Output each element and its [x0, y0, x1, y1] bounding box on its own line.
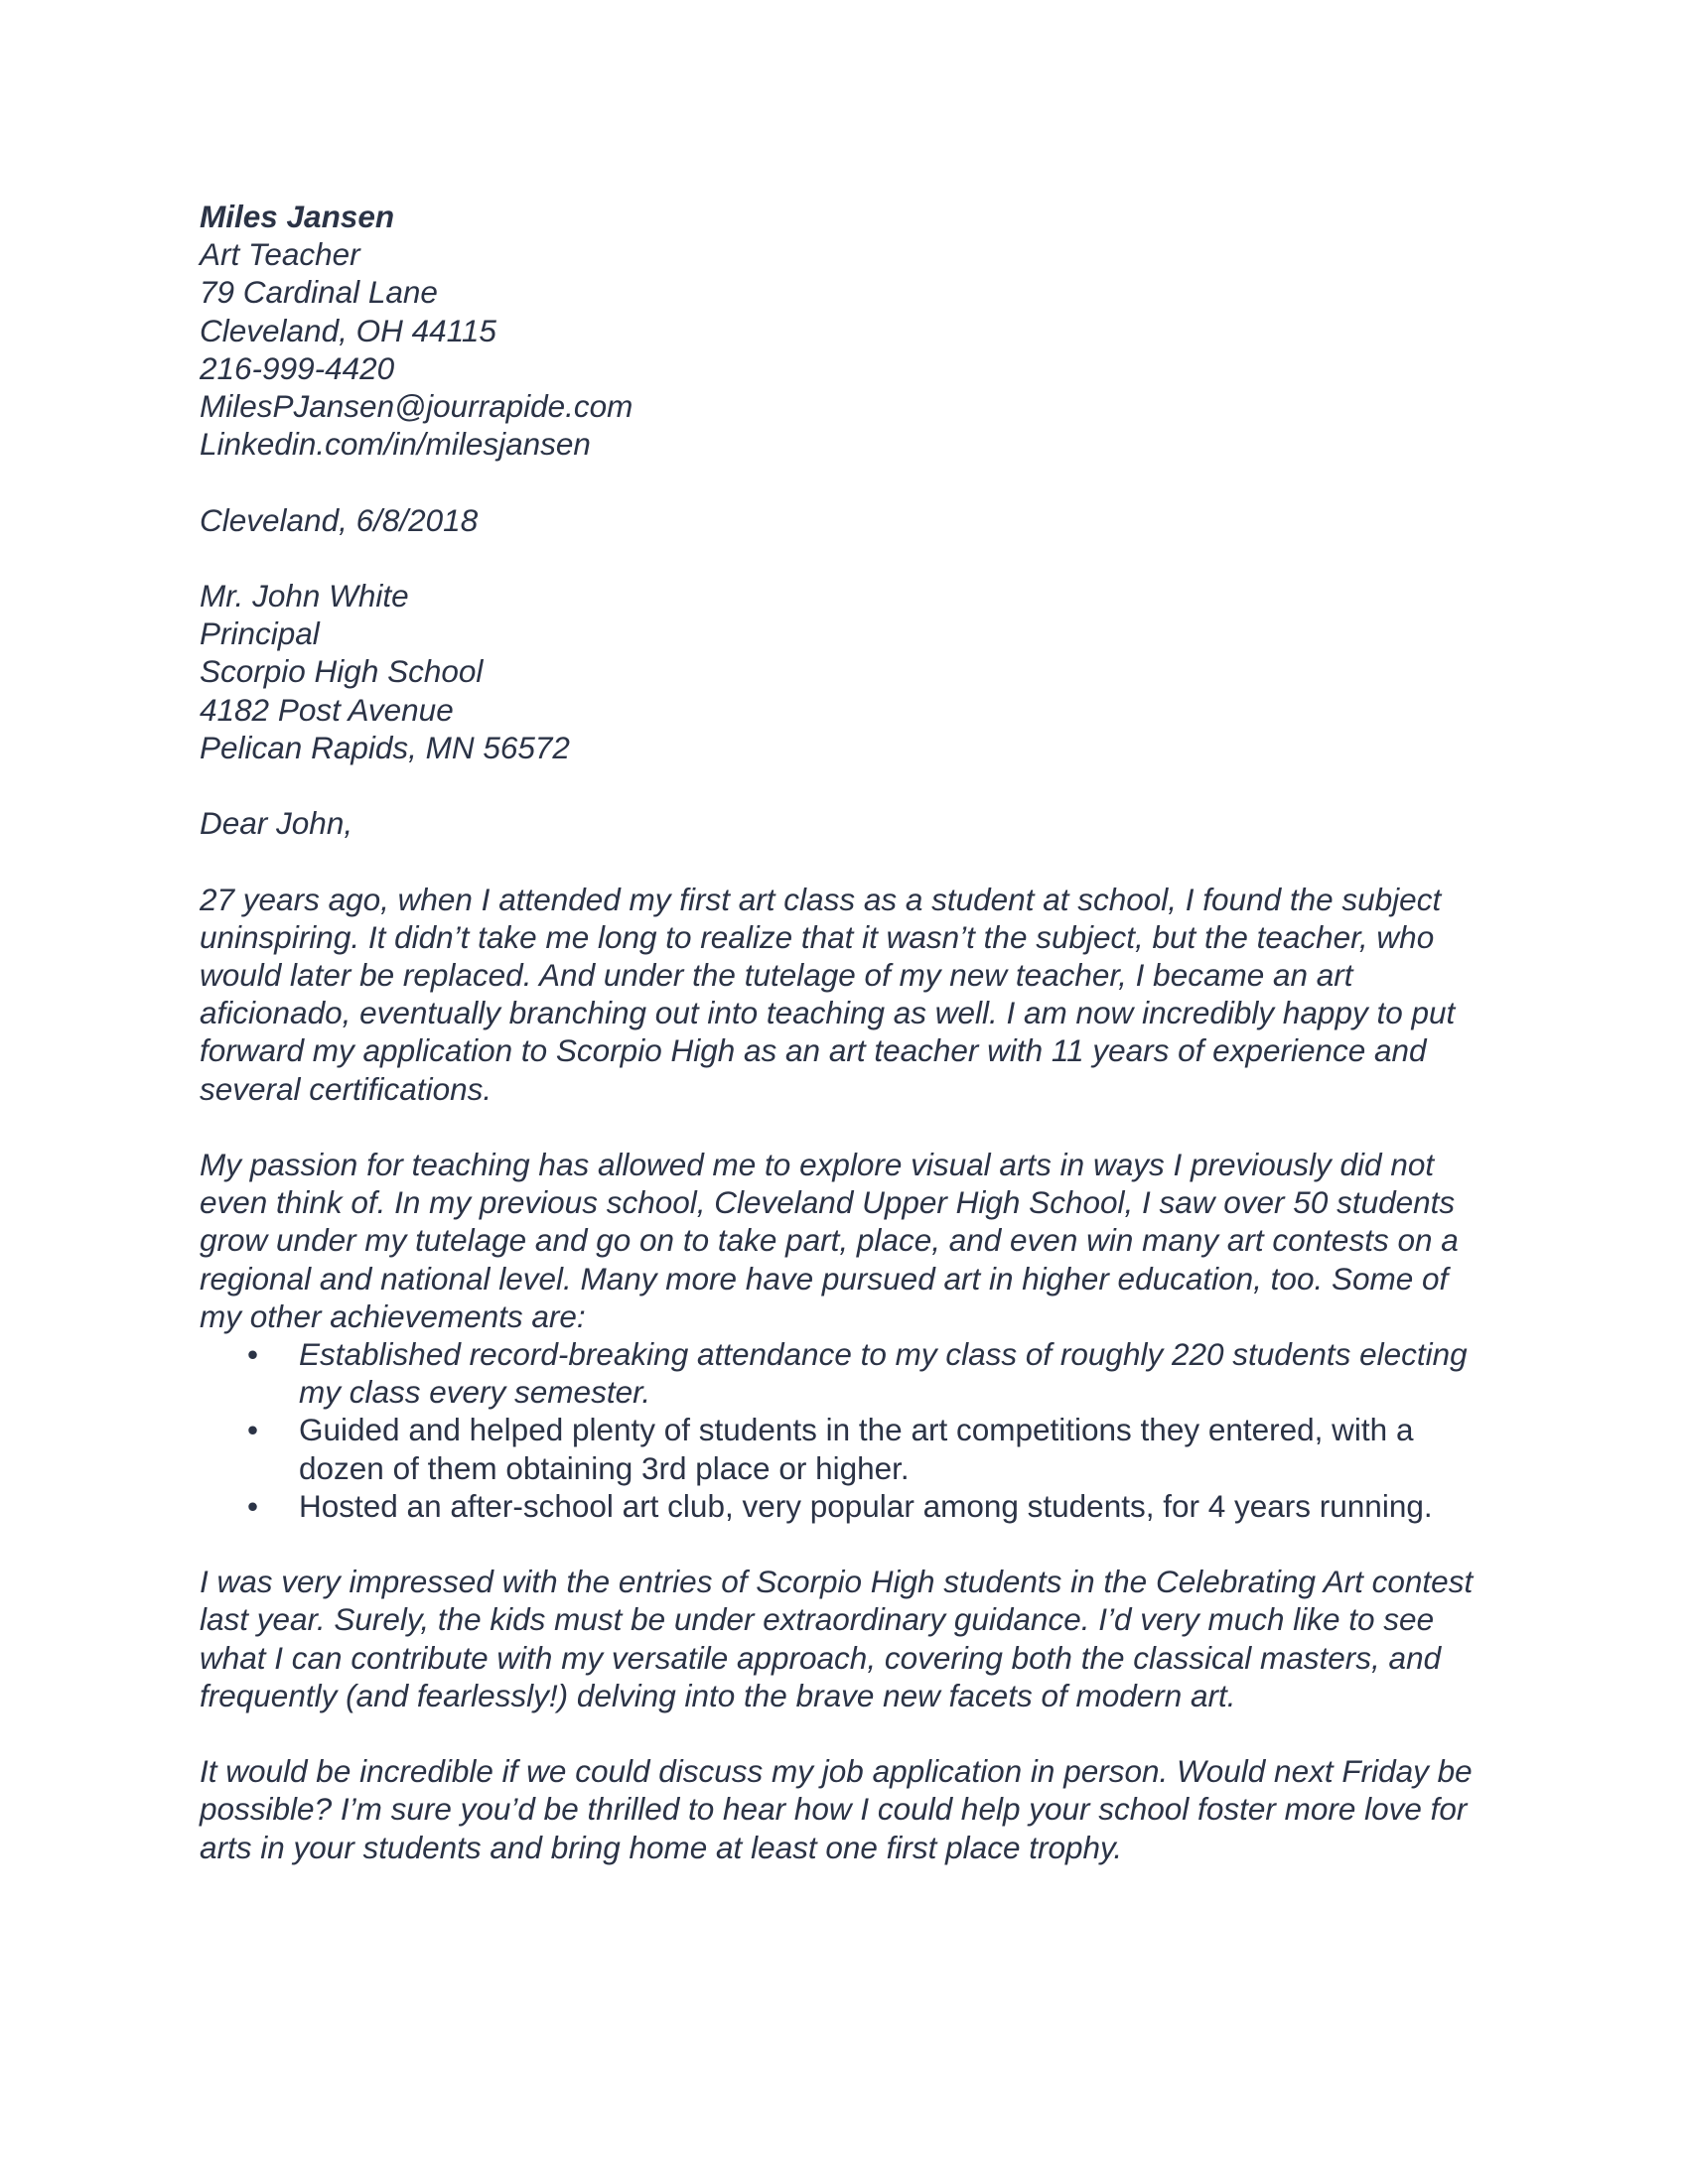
bullet-icon: • [247, 1412, 259, 1448]
date-line: Cleveland, 6/8/2018 [200, 501, 479, 538]
recipient-city: Pelican Rapids, MN 56572 [200, 729, 570, 765]
recipient-name: Mr. John White [200, 578, 409, 614]
body-paragraph-1: 27 years ago, when I attended my first art class as a student at school, I found the subject uninspiring. It didn’t take me long to realize that it wasn’t the subject, but the teacher, who would later be replaced. And under the tutelage of my new teacher, I became an art aficionado, eventually branching out into teaching as well. I am now incredibly happy to put forward my application to Scorpio High as an art teacher with 11 years of experience and several certifications. [200, 881, 1456, 1107]
sender-linkedin: Linkedin.com/in/milesjansen [200, 426, 591, 463]
achievement-text: Hosted an after-school art club, very popular among students, for 4 years running. [299, 1487, 1433, 1524]
recipient-block [200, 577, 1490, 766]
sender-name: Miles Jansen [200, 199, 395, 234]
achievement-text: Established record-breaking attendance to my class of roughly 220 students electing my class every semester. [299, 1336, 1468, 1411]
bullet-icon: • [247, 1487, 259, 1524]
salutation: Dear John, [200, 805, 353, 842]
list-item [200, 1487, 1490, 1525]
sender-city: Cleveland, OH 44115 [200, 312, 496, 348]
sender-phone: 216-999-4420 [200, 349, 395, 386]
recipient-street: 4182 Post Avenue [200, 691, 454, 728]
body-paragraph-2: My passion for teaching has allowed me to explore visual arts in ways I previously did not even think of. In my previous school, Cleveland Upper High School, I saw over 50 students grow under my tutelage and go on to take part, place, and even win many art contests on a regional and national level. Many more have pursued art in higher education, too. Some of my other achievements are: [200, 1147, 1459, 1334]
achievement-text: Guided and helped plenty of students in the art competitions they entered, with a dozen of them obtaining 3rd place or higher. [299, 1412, 1414, 1486]
achievements-list [200, 1335, 1490, 1525]
cover-letter [200, 198, 1490, 1866]
list-item [200, 1411, 1490, 1486]
recipient-school: Scorpio High School [200, 653, 484, 690]
bullet-icon: • [247, 1336, 259, 1373]
sender-street: 79 Cardinal Lane [200, 274, 438, 311]
list-item [200, 1335, 1490, 1411]
body-paragraph-3: I was very impressed with the entries of Scorpio High students in the Celebrating Art contest last year. Surely, the kids must be under extraordinary guidance. I’d very much like to see what I can contribute with my versatile approach, covering both the classical masters, and frequently (and fearlessly!) delving into the brave new facets of modern art. [200, 1564, 1474, 1713]
recipient-title: Principal [200, 615, 320, 652]
sender-title: Art Teacher [200, 236, 360, 273]
sender-email: MilesPJansen@jourrapide.com [200, 388, 633, 425]
sender-block [200, 198, 1490, 463]
body-paragraph-4: It would be incredible if we could discuss my job application in person. Would next Friday be possible? I’m sure you’d be thrilled to hear how I could help your school foster more love for arts in your students and bring home at least one first place trophy. [200, 1753, 1473, 1865]
